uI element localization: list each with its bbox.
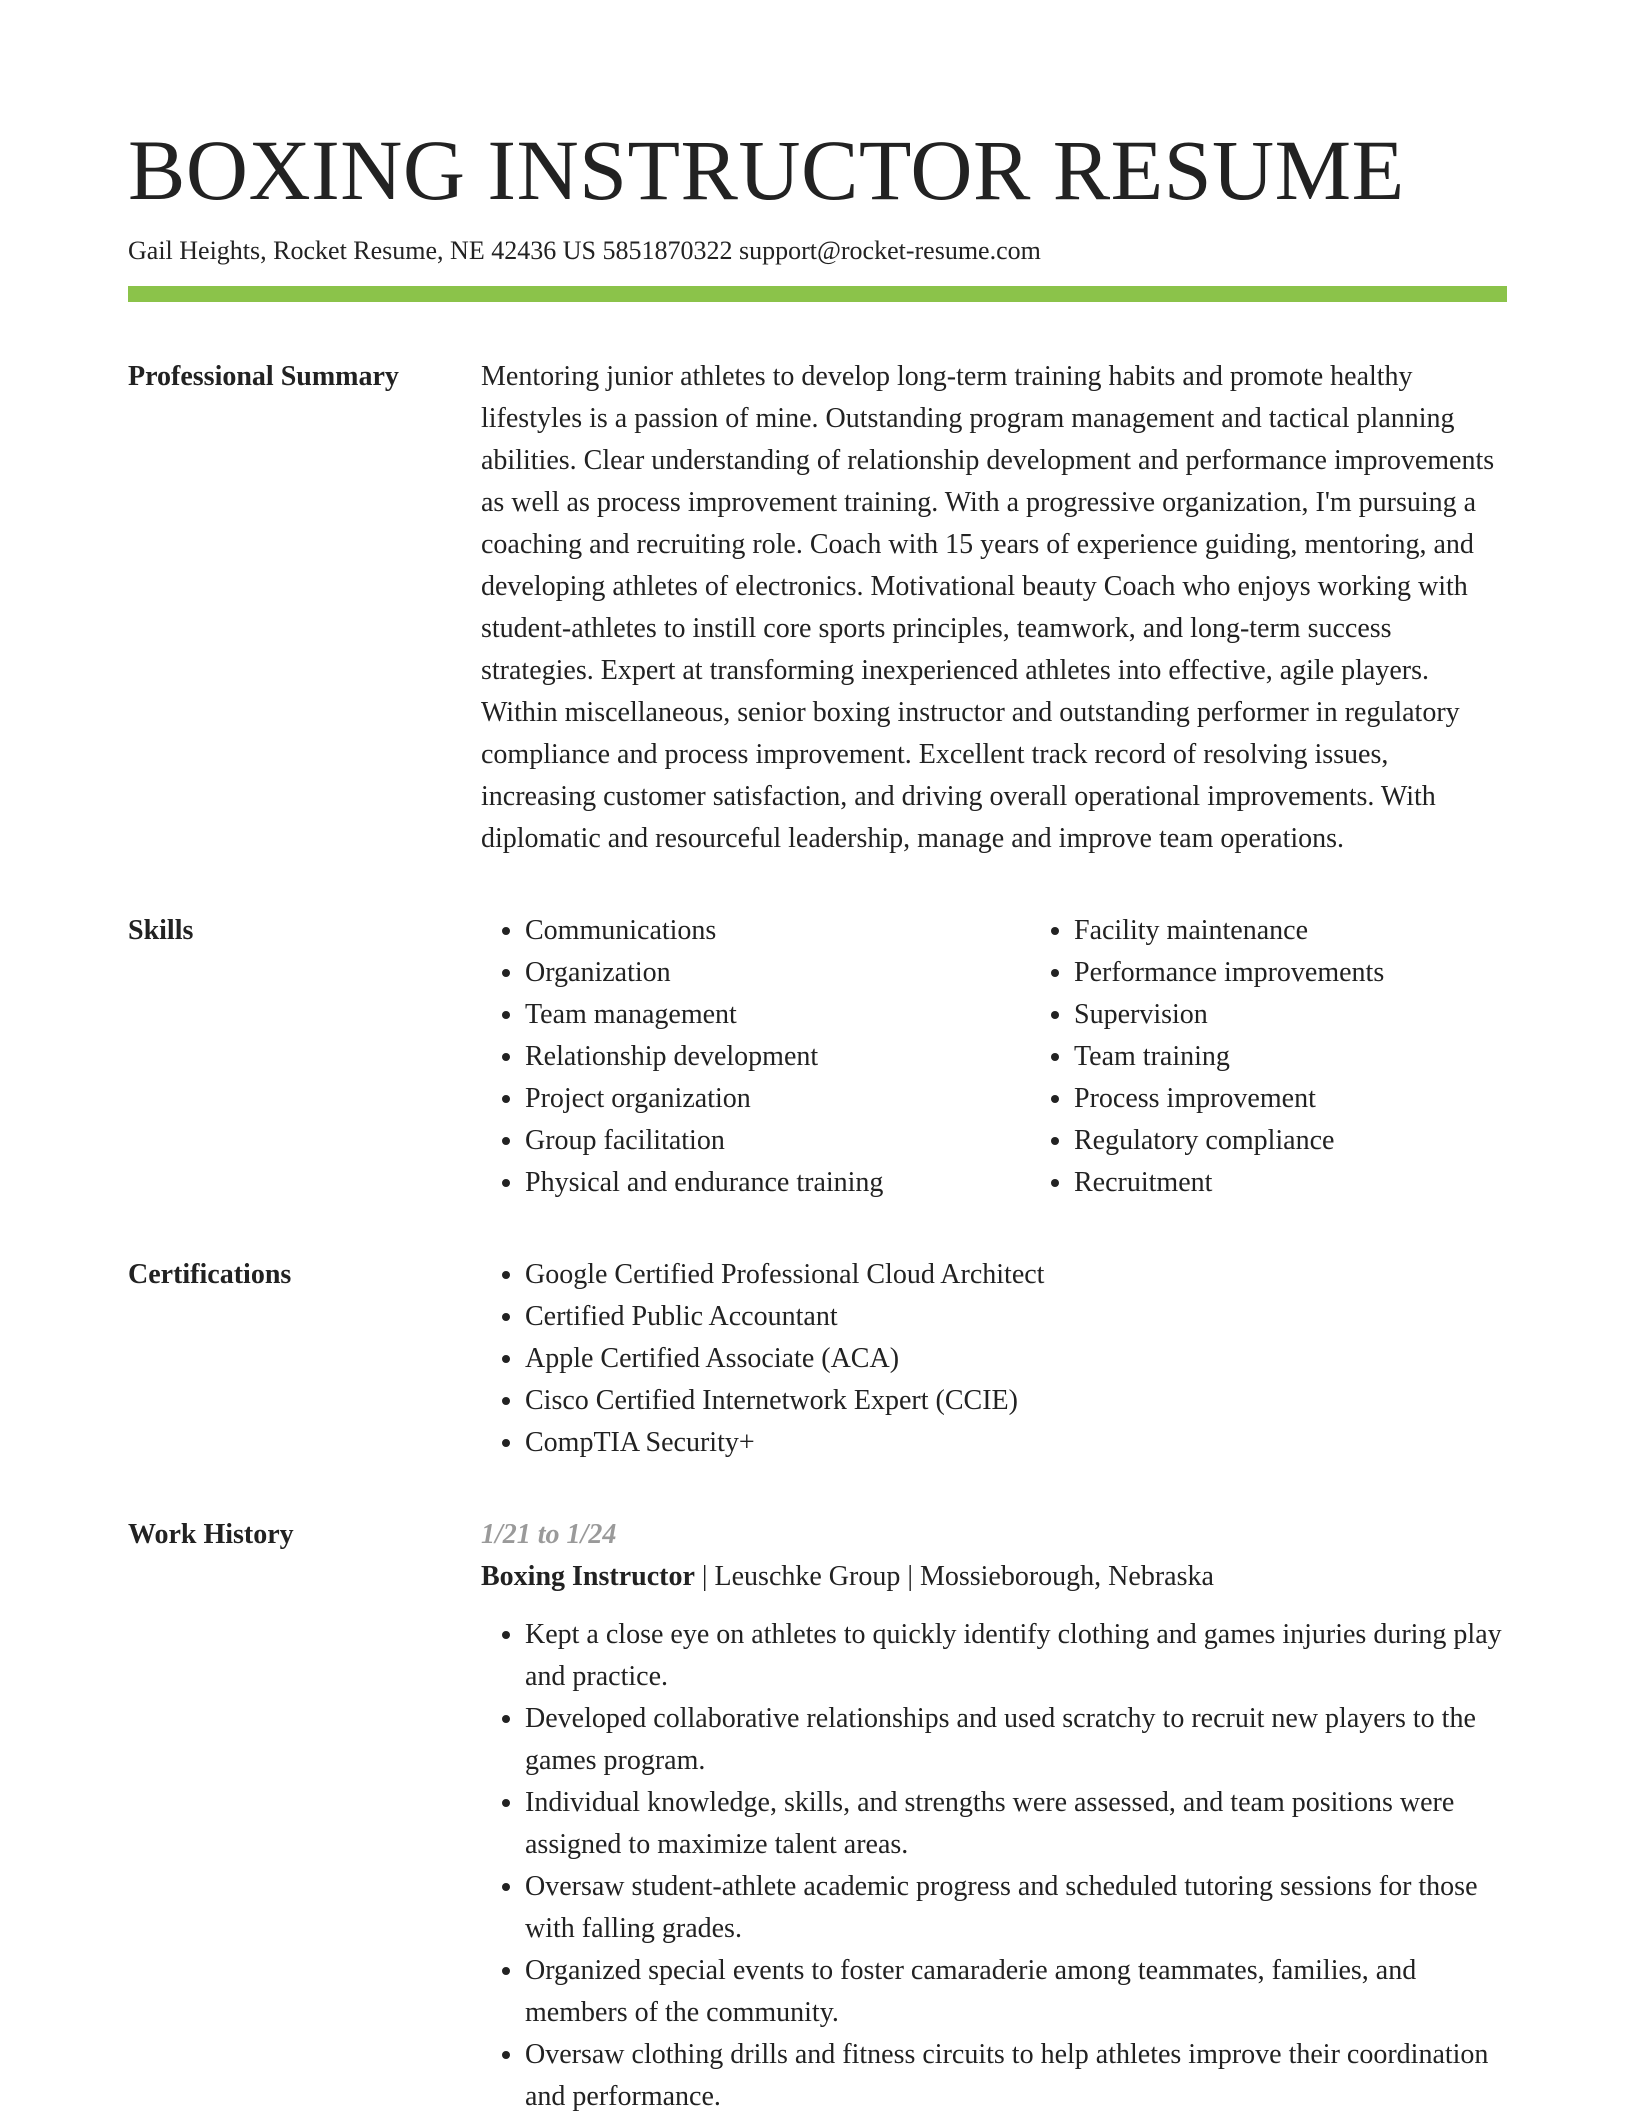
skills-list-left bbox=[481, 910, 1030, 1204]
job-entry bbox=[481, 1514, 1507, 2118]
skill-item: • Communications bbox=[525, 910, 1030, 952]
job-bullet: • Individual knowledge, skills, and strengths were assessed, and team positions were assigned to maximize talent areas. bbox=[525, 1782, 1507, 1866]
skill-item: • Organization bbox=[525, 952, 1030, 994]
skill-item: • Project organization bbox=[525, 1078, 1030, 1120]
work-history-section bbox=[128, 1514, 1507, 2118]
certifications-section bbox=[128, 1254, 1507, 1464]
job-bullet: • Oversaw student-athlete academic progress and scheduled tutoring sessions for those with falling grades. bbox=[525, 1866, 1507, 1950]
resume-title: BOXING INSTRUCTOR RESUME bbox=[128, 122, 1405, 218]
certification-item: • Google Certified Professional Cloud Architect bbox=[525, 1254, 1507, 1296]
skill-item: • Facility maintenance bbox=[1074, 910, 1579, 952]
work-history-heading: Work History bbox=[128, 1519, 294, 1550]
skill-item: • Performance improvements bbox=[1074, 952, 1579, 994]
job-bullet: • Organized special events to foster camaraderie among teammates, families, and members of the community. bbox=[525, 1950, 1507, 2034]
skill-item: • Relationship development bbox=[525, 1036, 1030, 1078]
certification-item: • Apple Certified Associate (ACA) bbox=[525, 1338, 1507, 1380]
certification-item: • Certified Public Accountant bbox=[525, 1296, 1507, 1338]
skill-item: • Team management bbox=[525, 994, 1030, 1036]
certifications-heading: Certifications bbox=[128, 1259, 292, 1290]
summary-section bbox=[128, 356, 1507, 860]
summary-heading: Professional Summary bbox=[128, 361, 399, 392]
summary-text: Mentoring junior athletes to develop long-term training habits and promote healthy lifestyles is a passion of mine. Outstanding program management and tactical planning abilities. Clear understanding of relationship development and performance improvements as well as process improvement training. With a progressive organization, I'm pursuing a coaching and recruiting role. Coach with 15 years of experience guiding, mentoring, and developing athletes of electronics. Motivational beauty Coach who enjoys working with student-athletes to instill core sports principles, teamwork, and long-term success strategies. Expert at transforming inexperienced athletes into effective, agile players. Within miscellaneous, senior boxing instructor and outstanding performer in regulatory compliance and process improvement. Excellent track record of resolving issues, increasing customer satisfaction, and driving overall operational improvements. With diplomatic and resourceful leadership, manage and improve team operations. bbox=[481, 361, 1495, 854]
job-bullets bbox=[481, 1614, 1507, 2118]
skill-item: • Regulatory compliance bbox=[1074, 1120, 1579, 1162]
resume-page bbox=[128, 120, 1507, 2118]
certifications-list bbox=[481, 1254, 1507, 1464]
certification-item: • Cisco Certified Internetwork Expert (CCIE) bbox=[525, 1380, 1507, 1422]
job-bullet: • Developed collaborative relationships and used scratchy to recruit new players to the games program. bbox=[525, 1698, 1507, 1782]
skill-item: • Supervision bbox=[1074, 994, 1579, 1036]
contact-line: Gail Heights, Rocket Resume, NE 42436 US 5851870322 support@rocket-resume.com bbox=[128, 236, 1041, 265]
job-header bbox=[481, 1556, 1507, 1598]
skills-list-right bbox=[1030, 910, 1579, 1204]
job-bullet: • Kept a close eye on athletes to quickly identify clothing and games injuries during play and practice. bbox=[525, 1614, 1507, 1698]
header-divider bbox=[128, 286, 1507, 302]
job-dates: 1/21 to 1/24 bbox=[481, 1519, 617, 1550]
skill-item: • Process improvement bbox=[1074, 1078, 1579, 1120]
skills-section bbox=[128, 910, 1507, 1204]
skill-item: • Group facilitation bbox=[525, 1120, 1030, 1162]
skill-item: • Team training bbox=[1074, 1036, 1579, 1078]
skill-item: • Physical and endurance training bbox=[525, 1162, 1030, 1204]
job-details: | Leuschke Group | Mossieborough, Nebraska bbox=[694, 1561, 1214, 1592]
job-bullet: • Oversaw clothing drills and fitness circuits to help athletes improve their coordination and performance. bbox=[525, 2034, 1507, 2118]
skills-heading: Skills bbox=[128, 915, 194, 946]
job-title: Boxing Instructor bbox=[481, 1561, 695, 1592]
skill-item: • Recruitment bbox=[1074, 1162, 1579, 1204]
certification-item: • CompTIA Security+ bbox=[525, 1422, 1507, 1464]
